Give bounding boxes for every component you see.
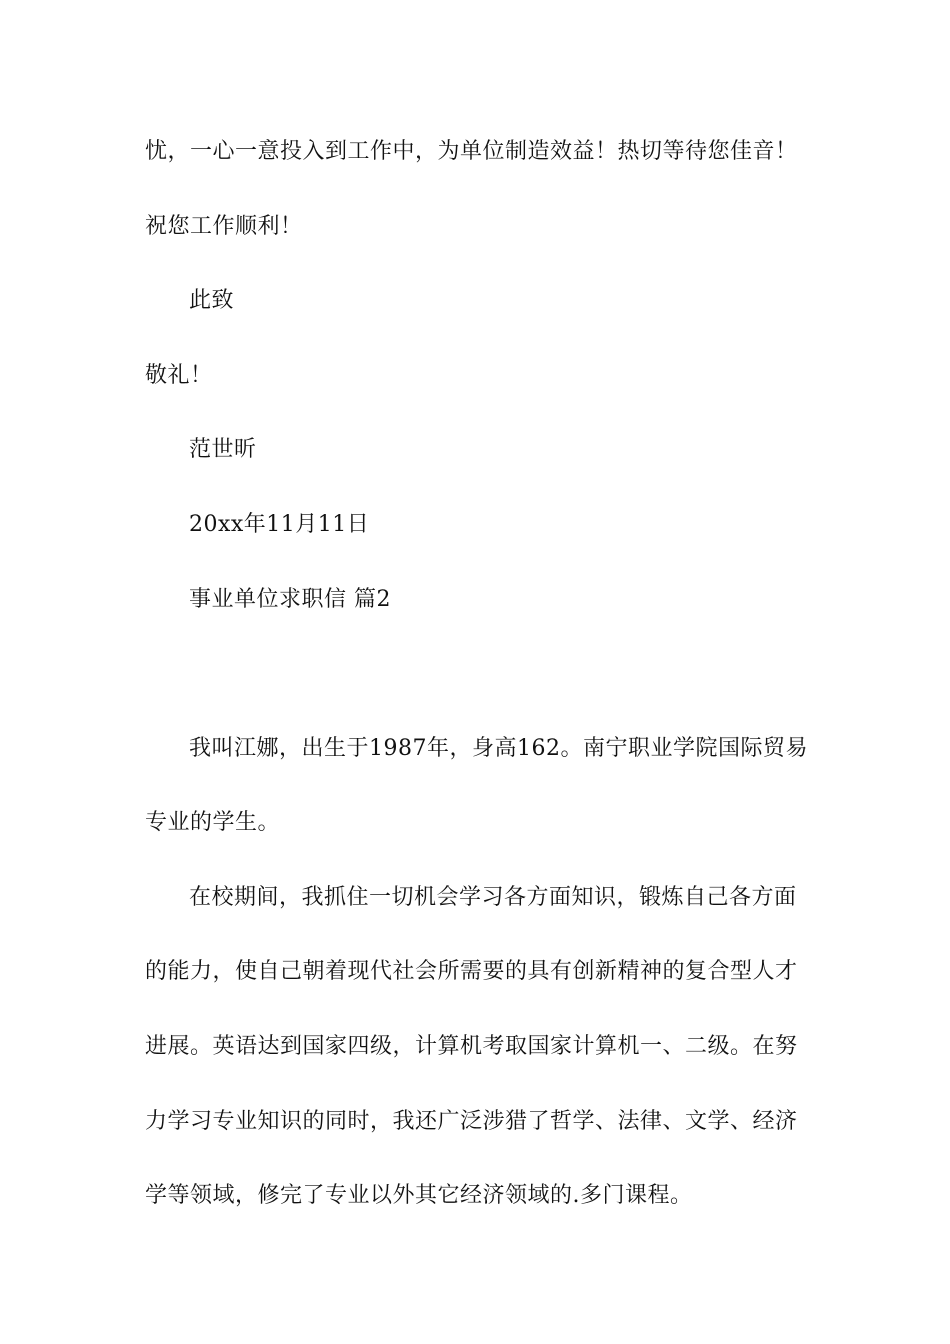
closing-line-2: 祝您工作顺利！ [145, 214, 303, 239]
paragraph-2-line-1: 在校期间，我抓住一切机会学习各方面知识，锻炼自己各方面 [189, 885, 797, 910]
paragraph-2-line-2: 的能力，使自己朝着现代社会所需要的具有创新精神的复合型人才 [145, 959, 798, 984]
date-line: 20xx年11月11日 [189, 512, 370, 537]
salutation-line-1: 此致 [189, 288, 235, 313]
salutation-line-2: 敬礼！ [145, 363, 213, 388]
section-heading: 事业单位求职信 篇2 [189, 587, 391, 612]
paragraph-1-line-1: 我叫江娜，出生于1987年，身高162。南宁职业学院国际贸易 [189, 736, 808, 761]
closing-line-1: 忧，一心一意投入到工作中，为单位制造效益！热切等待您佳音！ [145, 139, 798, 164]
paragraph-2-line-4: 力学习专业知识的同时，我还广泛涉猎了哲学、法律、文学、经济 [145, 1109, 798, 1134]
signature: 范世昕 [189, 437, 257, 462]
paragraph-2-line-5: 学等领域，修完了专业以外其它经济领域的.多门课程。 [145, 1183, 693, 1208]
paragraph-2-line-3: 进展。英语达到国家四级，计算机考取国家计算机一、二级。在努 [145, 1034, 798, 1059]
paragraph-1-line-2: 专业的学生。 [145, 810, 281, 835]
